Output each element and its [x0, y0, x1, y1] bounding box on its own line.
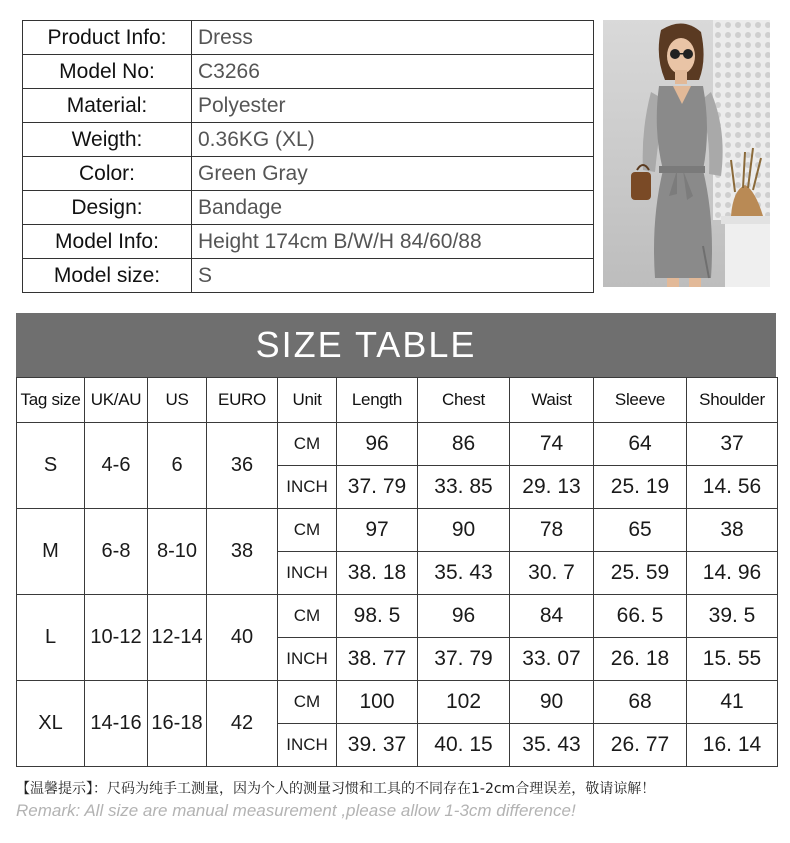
us-size-cell: 12-14	[148, 595, 207, 681]
sleeve-cell: 26. 77	[594, 724, 687, 767]
unit-cell: CM	[278, 423, 337, 466]
waist-cell: 35. 43	[510, 724, 594, 767]
info-value: Bandage	[192, 191, 594, 225]
size-row-cm	[17, 681, 778, 724]
size-table-title-bar	[16, 313, 776, 377]
col-header: Length	[337, 378, 418, 423]
euro-size-cell: 42	[207, 681, 278, 767]
shoulder-cell: 14. 96	[687, 552, 778, 595]
col-header: US	[148, 378, 207, 423]
info-row	[23, 259, 594, 293]
sleeve-cell: 65	[594, 509, 687, 552]
col-header: Unit	[278, 378, 337, 423]
uk-size-cell: 6-8	[85, 509, 148, 595]
length-cell: 37. 79	[337, 466, 418, 509]
info-label: Model size:	[23, 259, 192, 293]
unit-cell: CM	[278, 681, 337, 724]
col-header: UK/AU	[85, 378, 148, 423]
length-cell: 98. 5	[337, 595, 418, 638]
sleeve-cell: 25. 59	[594, 552, 687, 595]
info-row	[23, 191, 594, 225]
info-value: Green Gray	[192, 157, 594, 191]
length-cell: 96	[337, 423, 418, 466]
waist-cell: 74	[510, 423, 594, 466]
info-row	[23, 225, 594, 259]
chest-cell: 90	[418, 509, 510, 552]
tag-size-cell: M	[17, 509, 85, 595]
waist-cell: 29. 13	[510, 466, 594, 509]
size-table	[16, 377, 778, 767]
model-photo	[603, 20, 770, 287]
length-cell: 39. 37	[337, 724, 418, 767]
waist-cell: 90	[510, 681, 594, 724]
unit-cell: INCH	[278, 638, 337, 681]
euro-size-cell: 38	[207, 509, 278, 595]
euro-size-cell: 36	[207, 423, 278, 509]
unit-cell: INCH	[278, 724, 337, 767]
info-label: Weigth:	[23, 123, 192, 157]
info-row	[23, 157, 594, 191]
sleeve-cell: 66. 5	[594, 595, 687, 638]
info-value: 0.36KG (XL)	[192, 123, 594, 157]
waist-cell: 84	[510, 595, 594, 638]
model-illustration	[603, 20, 770, 287]
euro-size-cell: 40	[207, 595, 278, 681]
note-remark: Remark: All size are manual measurement ,please allow 1-3cm difference!	[16, 801, 576, 820]
us-size-cell: 8-10	[148, 509, 207, 595]
tag-size-cell: XL	[17, 681, 85, 767]
shoulder-cell: 14. 56	[687, 466, 778, 509]
chest-cell: 96	[418, 595, 510, 638]
shoulder-cell: 15. 55	[687, 638, 778, 681]
info-row	[23, 21, 594, 55]
info-label: Product Info:	[23, 21, 192, 55]
sleeve-cell: 68	[594, 681, 687, 724]
info-value: Height 174cm B/W/H 84/60/88	[192, 225, 594, 259]
uk-size-cell: 14-16	[85, 681, 148, 767]
info-value: Dress	[192, 21, 594, 55]
info-label: Model Info:	[23, 225, 192, 259]
info-label: Model No:	[23, 55, 192, 89]
chest-cell: 86	[418, 423, 510, 466]
waist-cell: 78	[510, 509, 594, 552]
length-cell: 100	[337, 681, 418, 724]
col-header: Chest	[418, 378, 510, 423]
chest-cell: 35. 43	[418, 552, 510, 595]
chest-cell: 33. 85	[418, 466, 510, 509]
unit-cell: CM	[278, 509, 337, 552]
shoulder-cell: 37	[687, 423, 778, 466]
note-chinese: 【温馨提示】：尺码为纯手工测量，因为个人的测量习惯和工具的不同存在1-2cm合理误差，敬请谅解！	[16, 781, 656, 797]
info-row	[23, 89, 594, 123]
shoulder-cell: 39. 5	[687, 595, 778, 638]
size-table-header-row	[17, 378, 778, 423]
info-label: Material:	[23, 89, 192, 123]
sleeve-cell: 26. 18	[594, 638, 687, 681]
us-size-cell: 16-18	[148, 681, 207, 767]
info-value: S	[192, 259, 594, 293]
unit-cell: INCH	[278, 466, 337, 509]
size-row-cm	[17, 595, 778, 638]
uk-size-cell: 10-12	[85, 595, 148, 681]
waist-cell: 33. 07	[510, 638, 594, 681]
chest-cell: 102	[418, 681, 510, 724]
length-cell: 38. 18	[337, 552, 418, 595]
shoulder-cell: 38	[687, 509, 778, 552]
col-header: Shoulder	[687, 378, 778, 423]
sleeve-cell: 64	[594, 423, 687, 466]
col-header: EURO	[207, 378, 278, 423]
size-row-cm	[17, 423, 778, 466]
chest-cell: 37. 79	[418, 638, 510, 681]
info-value: C3266	[192, 55, 594, 89]
waist-cell: 30. 7	[510, 552, 594, 595]
info-row	[23, 123, 594, 157]
info-value: Polyester	[192, 89, 594, 123]
col-header: Sleeve	[594, 378, 687, 423]
unit-cell: CM	[278, 595, 337, 638]
us-size-cell: 6	[148, 423, 207, 509]
length-cell: 38. 77	[337, 638, 418, 681]
col-header: Waist	[510, 378, 594, 423]
shoulder-cell: 16. 14	[687, 724, 778, 767]
product-info-table	[22, 20, 594, 293]
uk-size-cell: 4-6	[85, 423, 148, 509]
col-header: Tag size	[17, 378, 85, 423]
size-row-cm	[17, 509, 778, 552]
info-label: Design:	[23, 191, 192, 225]
size-table-title: SIZE TABLE	[255, 324, 477, 365]
unit-cell: INCH	[278, 552, 337, 595]
tag-size-cell: S	[17, 423, 85, 509]
length-cell: 97	[337, 509, 418, 552]
tag-size-cell: L	[17, 595, 85, 681]
sleeve-cell: 25. 19	[594, 466, 687, 509]
chest-cell: 40. 15	[418, 724, 510, 767]
shoulder-cell: 41	[687, 681, 778, 724]
info-row	[23, 55, 594, 89]
info-label: Color:	[23, 157, 192, 191]
